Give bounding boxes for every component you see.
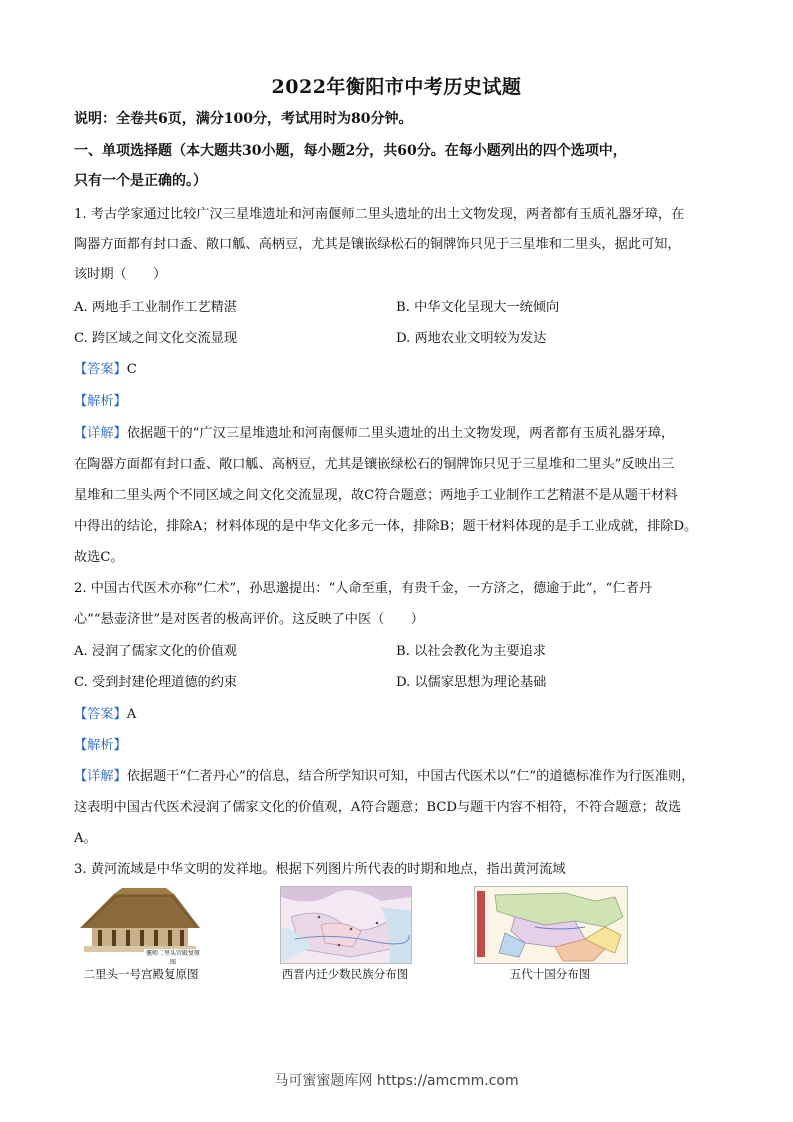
q2-answer [74,703,136,722]
q1-option-c: C. 跨区域之间文化交流显现 [74,331,238,346]
q1-analysis [74,390,127,409]
image-caption-3: 五代十国分布图 [509,967,591,981]
q2-analysis [74,734,127,753]
exam-note: 说明：全卷共6页，满分100分，考试用时为80分钟。 [74,111,413,127]
map-illustration [474,886,628,964]
page-footer[interactable]: 马可蜜蜜题库网 https://amcmm.com [274,1073,519,1089]
q1-detail-line2: 在陶器方面都有封口盉、敞口觚、高柄豆，尤其是镶嵌绿松石的铜牌饰只见于三星堆和二里头”反映出三 [74,457,675,472]
q3-stem: 3. 黄河流域是中华文明的发祥地。根据下列图片所代表的时期和地点，指出黄河流域 [74,862,566,877]
q1-option-d: D. 两地农业文明较为发达 [396,331,547,346]
q1-stem-line1: 1. 考古学家通过比较广汉三星堆遗址和河南偃师二里头遗址的出土文物发现，两者都有玉质礼器牙璋，在 [74,207,685,222]
q2-detail-line2: 这表明中国古代医术浸润了儒家文化的价值观，A符合题意；BCD与题干内容不相符，不符合题意；故选 [74,800,682,815]
answer-value: A [126,707,137,722]
image-caption-2: 西晋内迁少数民族分布图 [281,967,409,981]
detail-tag: 【详解】 [74,426,127,441]
q2-option-d: D. 以儒家思想为理论基础 [396,675,547,690]
answer-tag: 【答案】 [74,707,127,722]
answer-tag: 【答案】 [74,362,127,377]
q1-detail-line3: 星堆和二里头两个不同区域之间文化交流显现，故C符合题意；两地手工业制作工艺精湛不是从题干材料 [74,488,678,503]
q2-option-c: C. 受到封建伦理道德的约束 [74,675,238,690]
analysis-tag: 【解析】 [74,738,127,753]
map-illustration [280,886,412,964]
detail-text: 依据题干“仁者丹心”的信息，结合所学知识可知，中国古代医术以“仁”的道德标准作为行医准则， [126,769,695,784]
q1-detail-line5: 故选C。 [74,550,124,565]
q1-option-a: A. 两地手工业制作工艺精湛 [74,300,237,315]
q2-stem-line1: 2. 中国古代医术亦称“仁术”，孙思邈提出：“人命至重，有贵千金，一方济之，德逾于此”，“仁者丹 [74,581,652,596]
image-caption-1: 二里头一号宫殿复原图 [83,967,199,981]
q1-stem-line2: 陶器方面都有封口盉、敞口觚、高柄豆，尤其是镶嵌绿松石的铜牌饰只见于三星堆和二里头，据此可知， [74,237,681,252]
answer-value: C [126,362,137,377]
q1-option-b: B. 中华文化呈现大一统倾向 [396,300,560,315]
q1-answer [74,358,137,377]
detail-text: 依据题干的“广汉三星堆遗址和河南偃师二里头遗址的出土文物发现，两者都有玉质礼器牙璋， [126,426,675,441]
q1-detail-line4: 中得出的结论，排除A；材料体现的是中华文化多元一体，排除B；题干材料体现的是手工业成就，排除D。 [74,519,698,534]
palace-illustration [74,886,204,964]
q1-stem-line3: 该时期（ ） [74,267,167,282]
q2-stem-line2: 心”“悬壶济世”是对医者的极高评价。这反映了中医（ ） [74,612,424,627]
section-heading-line2: 只有一个是正确的。） [74,173,207,189]
q2-detail-line3: A。 [74,831,97,846]
q2-option-b: B. 以社会教化为主要追求 [396,644,546,659]
page-title: 2022年衡阳市中考历史试题 [271,76,522,98]
analysis-tag: 【解析】 [74,394,127,409]
q2-detail-line1 [74,765,694,784]
section-heading-line1: 一、单项选择题（本大题共30小题，每小题2分，共60分。在每小题列出的四个选项中， [74,143,627,159]
q1-detail-line1 [74,422,674,441]
q2-option-a: A. 浸润了儒家文化的价值观 [74,644,237,659]
palace-inner-label: 偃师二里头宫殿复原图 [145,950,200,966]
detail-tag: 【详解】 [74,769,127,784]
